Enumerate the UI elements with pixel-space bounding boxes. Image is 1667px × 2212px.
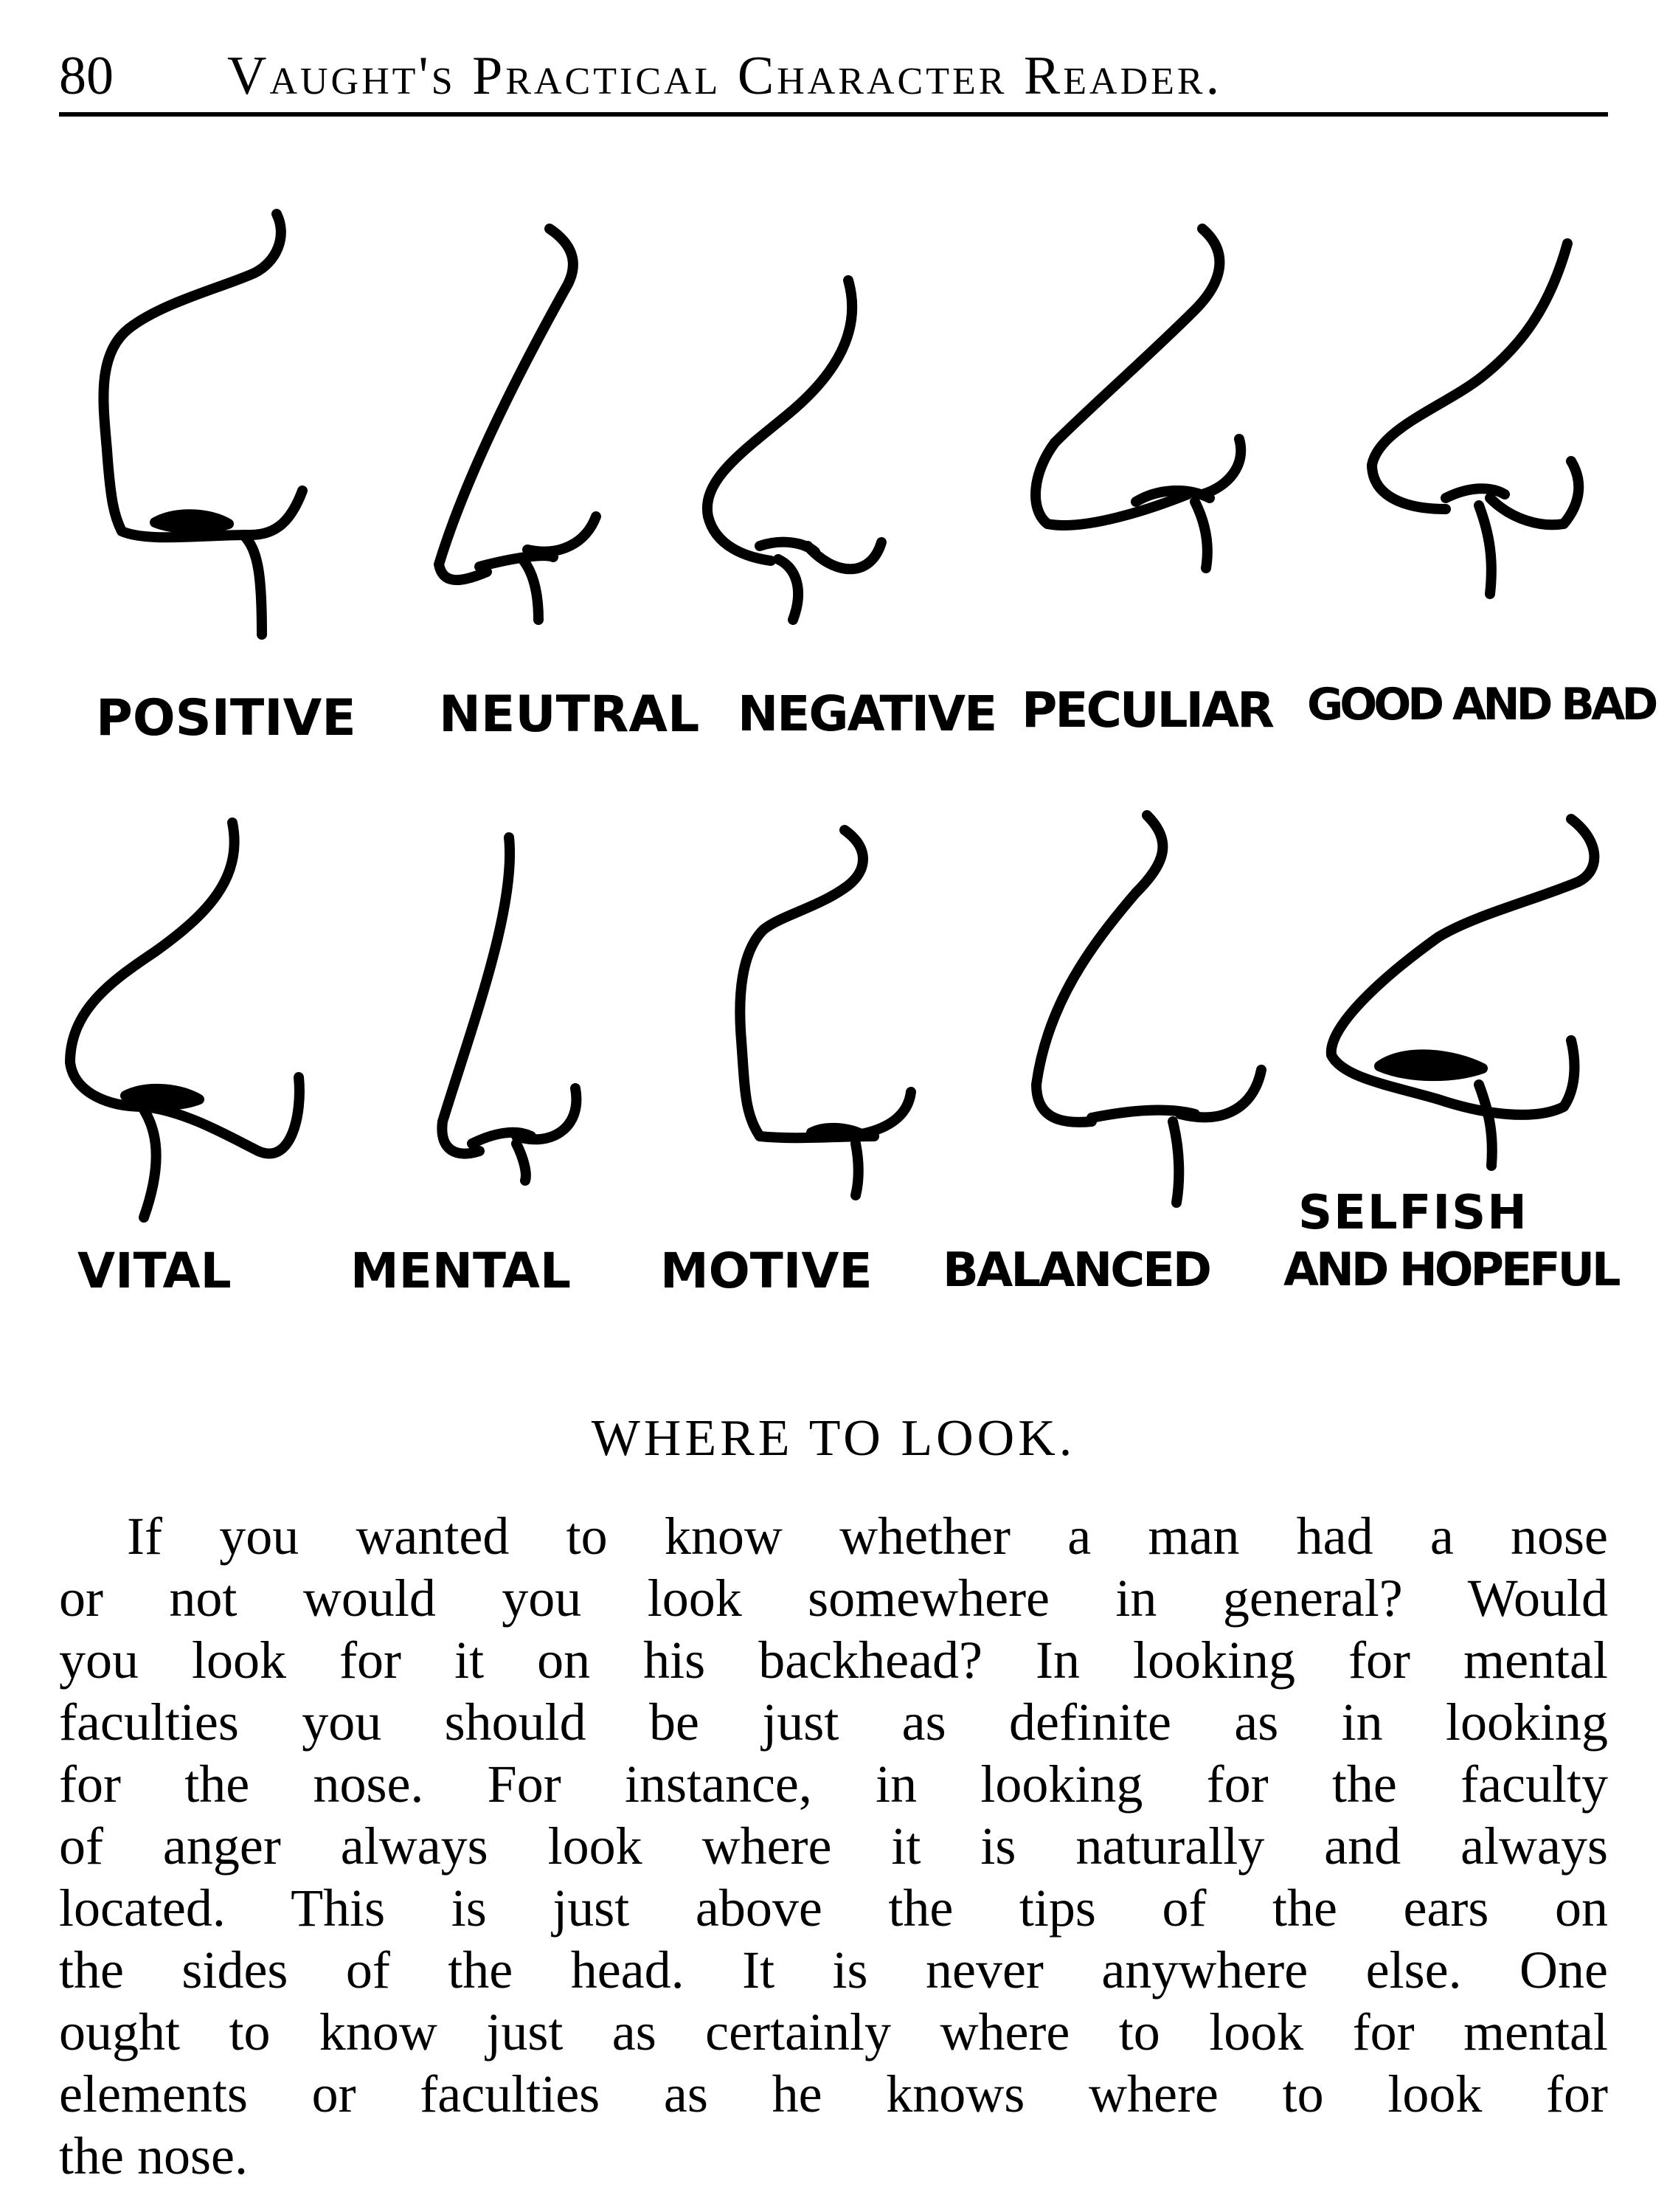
paragraph-line: of anger always look where it is naturally and always xyxy=(59,1817,1608,1876)
section-heading: WHERE TO LOOK. xyxy=(591,1410,1076,1467)
paragraph-line: If you wanted to know whether a man had a nose xyxy=(127,1507,1608,1566)
paragraph-line: or not would you look somewhere in general? Would xyxy=(59,1569,1608,1628)
book-title: Vaught's Practical Character Reader. xyxy=(227,46,1223,106)
paragraph-line: elements or faculties as he knows where to look for xyxy=(59,2064,1608,2123)
label-balanced: BALANCED xyxy=(943,1243,1210,1298)
nose-drawing-balanced xyxy=(1036,815,1261,1203)
label-selfish: SELFISH xyxy=(1298,1186,1528,1240)
running-head xyxy=(59,43,1608,109)
paragraph-line: the nose. xyxy=(59,2126,248,2185)
nose-drawing-vital xyxy=(70,823,299,1217)
page-number: 80 xyxy=(59,46,114,106)
paragraph-line: faculties you should be just as definite as in looking xyxy=(59,1693,1608,1752)
nose-drawing-selfish-and-hopeful xyxy=(1331,819,1595,1166)
nose-drawing-positive xyxy=(103,214,302,635)
nose-drawing-negative xyxy=(707,280,881,620)
body-paragraph xyxy=(59,1505,1608,2187)
paragraph-line: you look for it on his backhead? In looking for mental xyxy=(59,1631,1608,1690)
label-motive: MOTIVE xyxy=(660,1242,873,1299)
label-and-hopeful: AND HOPEFUL xyxy=(1283,1242,1618,1296)
nose-drawing-peculiar xyxy=(1036,229,1241,568)
paragraph-line: ought to know just as certainly where to look for mental xyxy=(59,2002,1608,2061)
label-negative: NEGATIVE xyxy=(738,685,997,742)
label-good-and-bad: GOOD AND BAD xyxy=(1307,679,1655,730)
nose-drawing-mental xyxy=(442,837,576,1181)
nose-types-figure xyxy=(0,133,1667,1358)
label-peculiar: PECULIAR xyxy=(1022,682,1272,739)
label-neutral: NEUTRAL xyxy=(439,685,700,744)
nose-drawing-motive xyxy=(740,830,911,1195)
label-mental: MENTAL xyxy=(350,1242,572,1299)
paragraph-line: for the nose. For instance, in looking for the faculty xyxy=(59,1755,1608,1814)
nose-drawing-good-and-bad xyxy=(1372,243,1578,594)
paragraph-line: the sides of the head. It is never anywhere else. One xyxy=(59,1940,1608,2000)
label-vital: VITAL xyxy=(77,1242,232,1299)
label-positive: POSITIVE xyxy=(96,689,356,747)
nose-drawing-neutral xyxy=(439,229,596,620)
paragraph-line: located. This is just above the tips of the ears on xyxy=(59,1879,1608,1938)
header-rule xyxy=(59,112,1608,117)
